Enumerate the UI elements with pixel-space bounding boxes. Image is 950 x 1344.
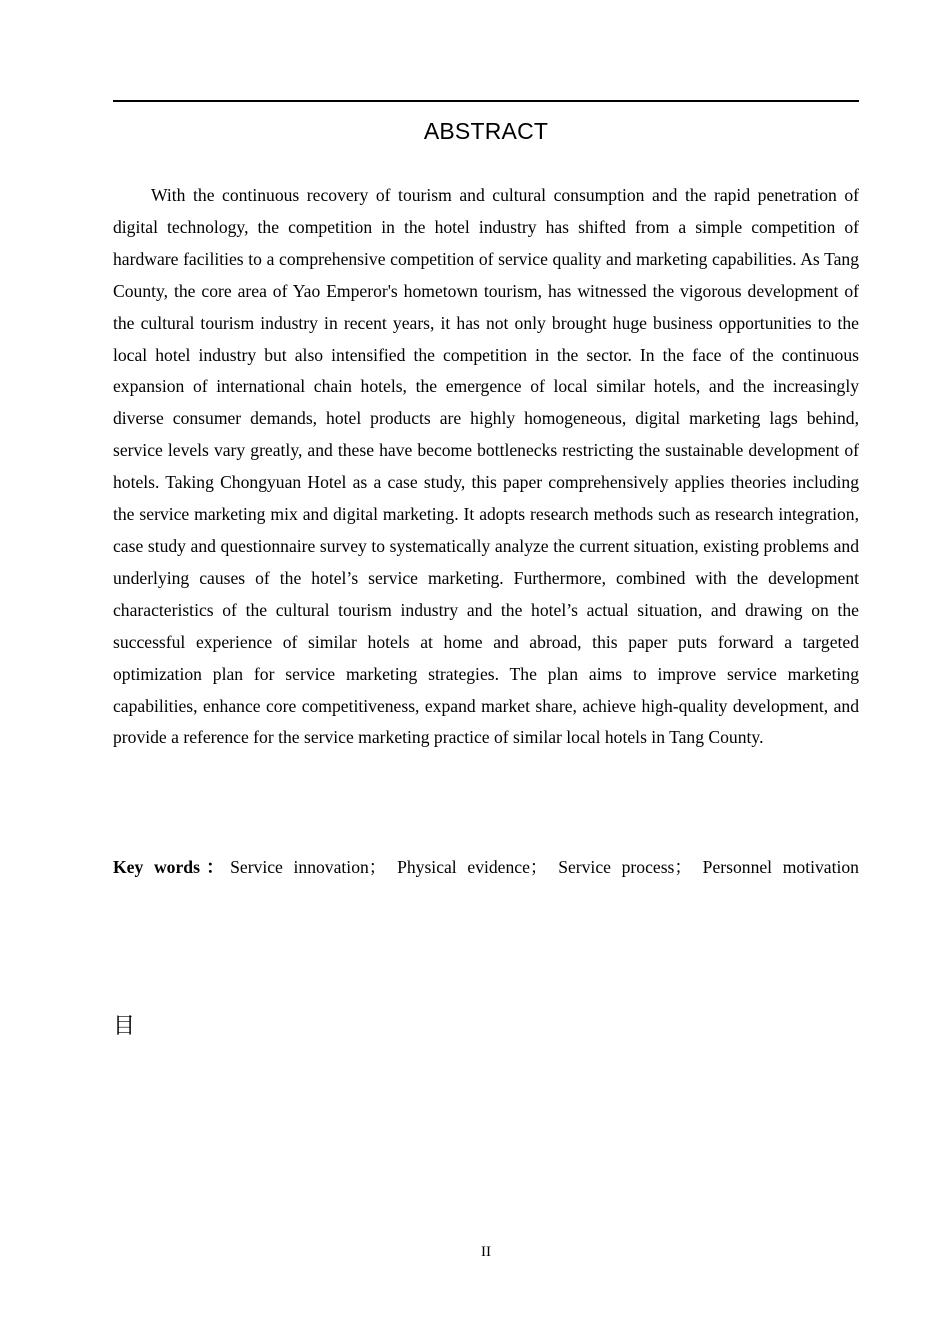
keywords-label: Key words： <box>113 857 231 877</box>
abstract-paragraph: With the continuous recovery of tourism and cultural consumption and the rapid penetration of digital technology, the competition in the hotel industry has shifted from a simple competition of hardware facilities to a comprehensive competition of service quality and marketing capabilities. As Tang County, the core area of Yao Emperor's hometown tourism, has witnessed the vigorous development of the cultural tourism industry in recent years, it has not only brought huge business opportunities to the local hotel industry but also intensified the competition in the sector. In the face of the continuous expansion of international chain hotels, the emergence of local similar hotels, and the increasingly diverse consumer demands, hotel products are highly homogeneous, digital marketing lags behind, service levels vary greatly, and these have become bottlenecks restricting the sustainable development of hotels. Taking Chongyuan Hotel as a case study, this paper comprehensively applies theories including the service marketing mix and digital marketing. It adopts research methods such as research integration, case study and questionnaire survey to systematically analyze the current situation, existing problems and underlying causes of the hotel’s service marketing. Furthermore, combined with the development characteristics of the cultural tourism industry and the hotel’s actual situation, and drawing on the successful experience of similar hotels at home and abroad, this paper puts forward a targeted optimization plan for service marketing strategies. The plan aims to improve service marketing capabilities, enhance core competitiveness, expand market share, achieve high-quality development, and provide a reference for the service marketing practice of similar local hotels in Tang County. <box>113 185 859 748</box>
header-rule <box>113 100 859 102</box>
keyword-item: Physical evidence； <box>397 857 548 877</box>
keyword-item: Service innovation； <box>230 857 387 877</box>
keyword-item: Personnel motivation <box>702 857 859 877</box>
keywords-line <box>113 852 859 882</box>
abstract-title: ABSTRACT <box>423 118 549 144</box>
page-number: II <box>481 1244 491 1260</box>
keyword-item: Service process； <box>558 857 692 877</box>
toc-heading-fragment: 目 <box>113 1014 136 1039</box>
